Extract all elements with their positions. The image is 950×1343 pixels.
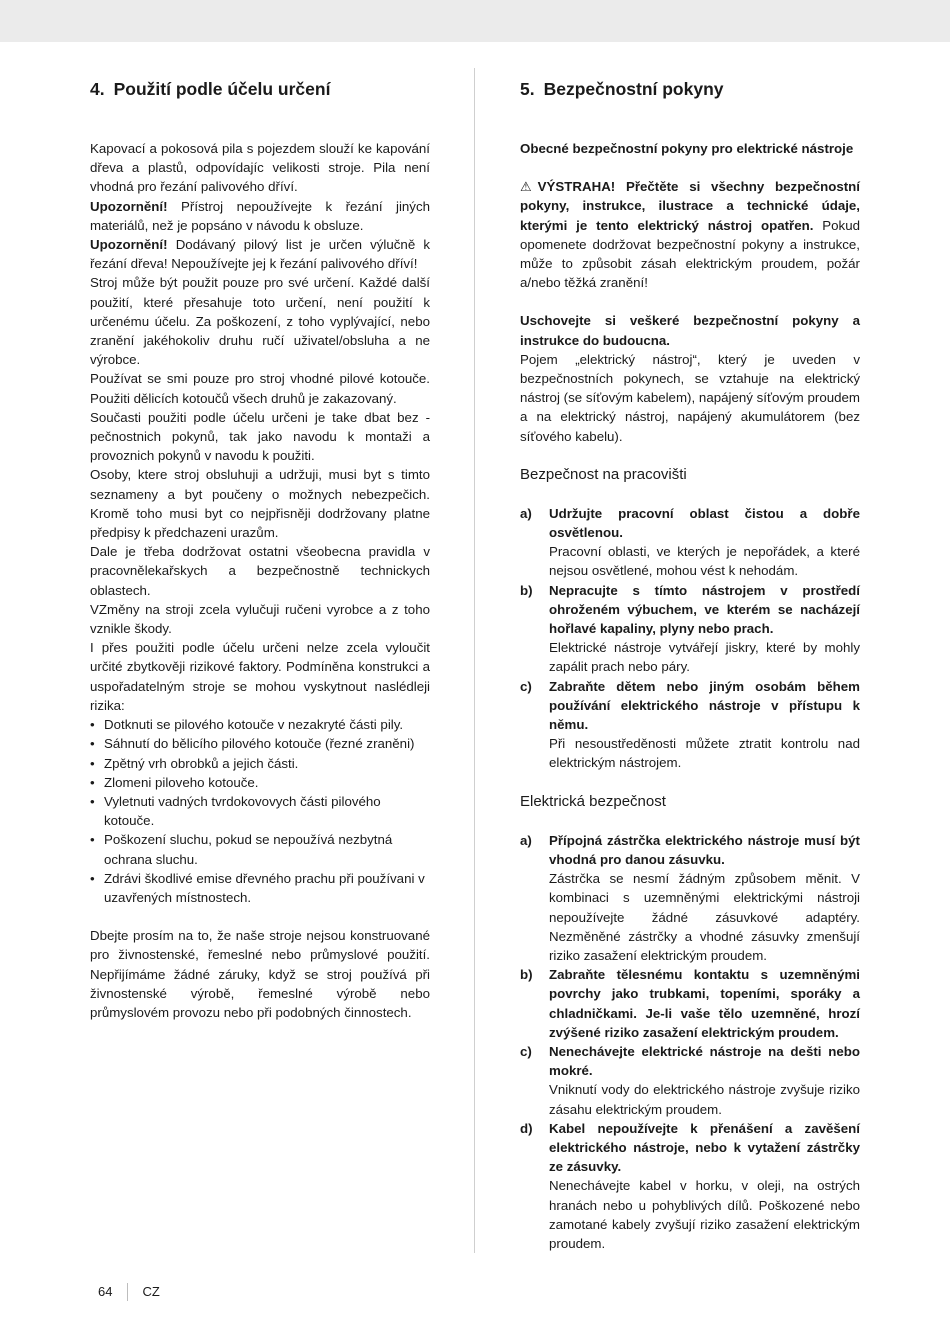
section-4-heading: 4. Použití podle účelu určení (90, 79, 331, 99)
list-item: • Zdrávi škodlivé emise dřevného prachu při používani v uzavřených místnostech. (90, 869, 430, 907)
section-5-heading: 5. Bezpečnostní pokyny (520, 79, 724, 99)
paragraph: I přes použiti podle účelu určeni nelze zcela vyloučit určité zbytkověji rizikové faktory. Podmíněna konstrukci a uspořadatelným stroje se mohou vyskytnout naslédleji rizika: (90, 640, 430, 713)
paragraph: Pojem „elektrický nástroj“, který je uveden v bezpečnostních pokynech, se vztahuje na elektrický nástroj (se síťovým kabelem), napájený síťovým proudem a na elektrický nástroj, napájený akumulátorem (bez síťového kabelu). (520, 351, 860, 444)
risk-list (90, 715, 430, 907)
paragraph: Kapovací a pokosová pila s pojezdem slouží ke kapování dřeva a plastů, odpovídajíc velikosti stroje. Pila není vhodná pro řezání palivového dříví. (90, 141, 430, 195)
paragraph: Používat se smi pouze pro stroj vhodné pilové kotouče. Použiti dělicích kotoučů všech druhů je zakazovaný. (90, 371, 430, 406)
paragraph: Osoby, ktere stroj obsluhuji a udržuji, musi byt s timto seznameny a byt poučeny o možnych nebezpečich. Kromě toho musi byt co nejpřisněji dodržovany platne předpisy k předchazeni urazům. (90, 467, 430, 541)
right-column (520, 78, 860, 1253)
paragraph: Současti použiti podle účelu určeni je take dbat bez - pečnostnich pokynů, tak jako navodu k montaži a provoznich pokynů v navodu k použiti. (90, 409, 430, 464)
list-item: c) Zabraňte dětem nebo jiným osobám během používání elektrického nástroje v přístupu k němu. Při nesoustředěnosti můžete ztratit kontrolu nad elektrickým nástrojem. (520, 678, 860, 771)
list-item: • Poškození sluchu, pokud se nepoužívá nezbytná ochrana sluchu. (90, 830, 430, 868)
work-safety-list (520, 504, 860, 773)
subheading-general: Obecné bezpečnostní pokyny pro elektrické nástroje (520, 141, 854, 156)
column-divider (474, 68, 475, 1253)
paragraph: VZměny na stroji zcela vylučuji ručeni vyrobce a z toho vznikle škody. (90, 601, 430, 637)
left-column (90, 78, 430, 1022)
top-bar (0, 0, 950, 42)
list-item: b) Nepracujte s tímto nástrojem v prostředí ohroženém výbuchem, ve kterém se nacházejí hořlavé kapaliny, plyny nebo prach. Elektrické nástroje vytvářejí jiskry, které by mohly zapálit prach nebo páry. (520, 582, 860, 675)
paragraph: Stroj může být použit pouze pro své určení. Každé další použití, které přesahuje toto určení, není použití k určenému účelu. Za poškození, z toho vyplývající, nebo zranění jakéhokoliv druhu ručí uživatel/obsluha a ne výrobce. (90, 275, 430, 368)
page-number: 64 (98, 1284, 113, 1299)
electrical-safety-heading: Elektrická bezpečnost (520, 792, 666, 810)
footer-divider (127, 1283, 128, 1301)
list-item: c) Nenechávejte elektrické nástroje na dešti nebo mokré. Vniknutí vody do elektrického nástroje zvyšuje riziko zásahu elektrickým proudem. (520, 1043, 860, 1117)
paragraph: Dale je třeba dodržovat ostatni všeobecna pravidla v pracovnělekařskych a bezpečnostně technickych oblastech. (90, 544, 430, 598)
list-item: • Vyletnuti vadných tvrdokovovych části pilového kotouče. (90, 792, 430, 830)
language-code: CZ (142, 1284, 160, 1299)
paragraph: Dbejte prosím na to, že naše stroje nejsou konstruované pro živnostenské, řemeslné nebo průmyslové použití. Nepřijímáme žádné záruky, když se stroj používá při živnostenské výrobě, řemeslné výrobě nebo průmyslovém provozu nebo při podobných činnostech. (90, 928, 430, 1020)
warning-triangle-icon: ⚠ (520, 179, 532, 195)
list-item: • Zlomeni piloveho kotouče. (90, 773, 430, 792)
paragraph: Upozornění! Dodávaný pilový list je určen výlučně k řezání dřeva! Nepoužívejte jej k řezání palivového dříví! (90, 237, 430, 272)
list-item: • Dotknuti se pilového kotouče v nezakryté části pily. (90, 715, 430, 734)
page-footer (98, 1282, 160, 1302)
list-item: • Zpětný vrh obrobků a jejich části. (90, 754, 430, 773)
list-item: d) Kabel nepoužívejte k přenášení a zavěšení elektrického nástroje, nebo k vytažení zástrčky ze zásuvky. Nenechávejte kabel v horku, v oleji, na ostrých hranách nebo u pohyblivých dílů. Poškozené nebo zamotané kabely zvyšují riziko zasažení elektrickým proudem. (520, 1120, 860, 1251)
work-safety-heading: Bezpečnost na pracovišti (520, 465, 687, 483)
warning-paragraph: ⚠ VÝSTRAHA! Přečtěte si všechny bezpečnostní pokyny, instrukce, ilustrace a technické údaje, kterými je tento elektrický nástroj opatřen. Pokud opomenete dodržovat bezpečnostní pokyny a instrukce, může to způsobit zásah elektrickým proudem, požár a/nebo těžká zranění! (520, 179, 860, 291)
list-item: a) Udržujte pracovní oblast čistou a dobře osvětlenou. Pracovní oblasti, ve kterých je nepořádek, a které nejsou osvětlené, mohou vést k nehodám. (520, 505, 860, 579)
electrical-safety-list (520, 831, 860, 1253)
list-item: a) Přípojná zástrčka elektrického nástroje musí být vhodná pro danou zásuvku. Zástrčka se nesmí žádným způsobem měnit. V kombinaci s uzemněnými elektrickými nástroji nepoužívejte žádné zásuvkové adaptéry. Nezměněné zástrčky a vhodné zásuvky zmenšují riziko zasažení elektrickým proudem. (520, 832, 860, 963)
paragraph: Upozornění! Přístroj nepoužívejte k řezání jiných materiálů, než je popsáno v návodu k obsluze. (90, 198, 430, 233)
list-item: b) Zabraňte tělesnému kontaktu s uzemněnými povrchy jako trubkami, topeními, sporáky a chladničkami. Je-li vaše tělo uzemněné, hrozí zvýšené riziko zasažení elektrickým proudem. (520, 967, 860, 1040)
keep-instructions-heading: Uschovejte si veškeré bezpečnostní pokyny a instrukce do budoucna. (520, 313, 860, 348)
list-item: • Sáhnutí do bělicího pilového kotouče (řezné zraněni) (90, 734, 430, 753)
